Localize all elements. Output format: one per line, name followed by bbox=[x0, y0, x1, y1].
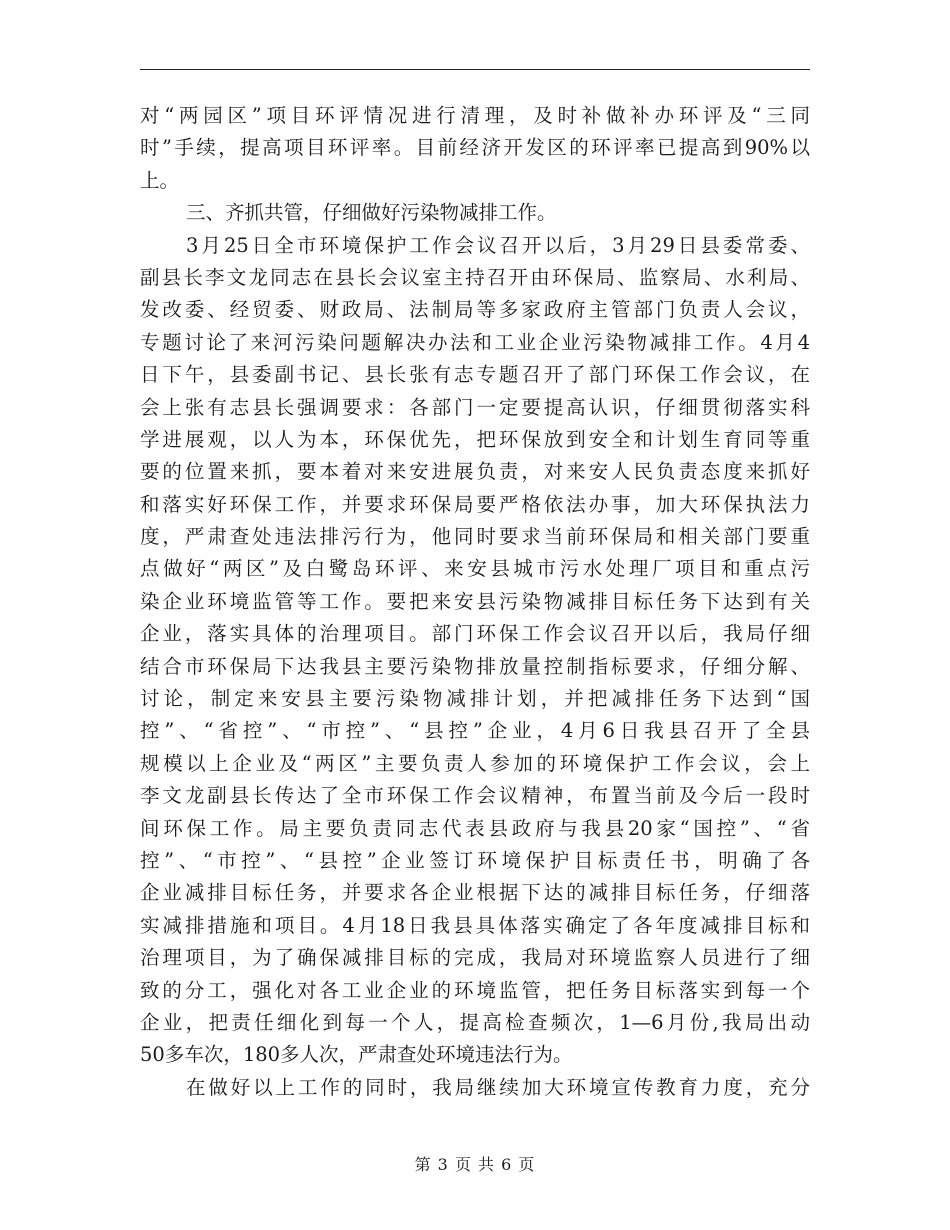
text-line: 发改委、经贸委、财政局、法制局等多家政府主管部门负责人会议， bbox=[140, 298, 810, 322]
page-number: 第 3 页 共 6 页 bbox=[414, 1155, 536, 1174]
text-line: 度，严肃查处违法排污行为，他同时要求当前环保局和相关部门要重 bbox=[140, 525, 810, 549]
text-line: 企业，把责任细化到每一个人，提高检查频次，1—6月份,我局出动 bbox=[140, 1010, 810, 1034]
text-line: 李文龙副县长传达了全市环保工作会议精神，布置当前及今后一段时 bbox=[140, 784, 810, 808]
text-line: 企业，落实具体的治理项目。部门环保工作会议召开以后，我局仔细 bbox=[140, 622, 810, 646]
text-line: 对“两园区”项目环评情况进行清理，及时补做补办环评及“三同 bbox=[140, 104, 810, 127]
text-line: 学进展观，以人为本，环保优先，把环保放到安全和计划生育同等重 bbox=[140, 427, 810, 451]
text-line: 专题讨论了来河污染问题解决办法和工业企业污染物减排工作。4月4 bbox=[140, 330, 810, 354]
text-line: 结合市环保局下达我县主要污染物排放量控制指标要求，仔细分解、 bbox=[140, 654, 810, 678]
text-line: 和落实好环保工作，并要求环保局要严格依法办事，加大环保执法力 bbox=[140, 492, 810, 516]
text-line: 控”、“市控”、“县控”企业签订环境保护目标责任书，明确了各 bbox=[140, 848, 810, 872]
text-line: 控”、“省控”、“市控”、“县控”企业，4月6日我县召开了全县 bbox=[140, 719, 810, 743]
page-footer bbox=[0, 1152, 950, 1175]
header-rule bbox=[140, 69, 810, 70]
text-line: 点做好“两区”及白鹭岛环评、来安县城市污水处理厂项目和重点污 bbox=[140, 557, 810, 581]
text-line: 3月25日全市环境保护工作会议召开以后，3月29日县委常委、 bbox=[186, 233, 810, 257]
text-line: 企业减排目标任务，并要求各企业根据下达的减排目标任务，仔细落 bbox=[140, 881, 810, 905]
text-line: 副县长李文龙同志在县长会议室主持召开由环保局、监察局、水利局、 bbox=[140, 265, 810, 289]
text-line: 染企业环境监管等工作。要把来安县污染物减排目标任务下达到有关 bbox=[140, 589, 810, 613]
text-line: 规模以上企业及“两区”主要负责人参加的环境保护工作会议，会上 bbox=[140, 751, 810, 775]
text-line: 上。 bbox=[140, 168, 180, 192]
text-line: 间环保工作。局主要负责同志代表县政府与我县20家“国控”、“省 bbox=[140, 816, 810, 840]
text-line: 在做好以上工作的同时，我局继续加大环境宣传教育力度，充分 bbox=[186, 1075, 810, 1099]
text-line: 致的分工，强化对各工业企业的环境监管，把任务目标落实到每一个 bbox=[140, 978, 810, 1002]
text-line: 日下午，县委副书记、县长张有志专题召开了部门环保工作会议，在 bbox=[140, 363, 810, 387]
text-line: 50多车次，180多人次，严肃查处环境违法行为。 bbox=[140, 1043, 573, 1067]
text-line: 要的位置来抓，要本着对来安进展负责，对来安人民负责态度来抓好 bbox=[140, 460, 810, 484]
text-line: 讨论，制定来安县主要污染物减排计划，并把减排任务下达到“国 bbox=[140, 687, 810, 711]
text-line: 三、齐抓共管，仔细做好污染物减排工作。 bbox=[186, 201, 557, 225]
body-text bbox=[140, 100, 810, 1104]
text-line: 时”手续，提高项目环评率。目前经济开发区的环评率已提高到90%以 bbox=[140, 136, 810, 160]
text-line: 治理项目，为了确保减排目标的完成，我局对环境监察人员进行了细 bbox=[140, 946, 810, 970]
text-line: 实减排措施和项目。4月18日我县具体落实确定了各年度减排目标和 bbox=[140, 913, 810, 937]
text-line: 会上张有志县长强调要求：各部门一定要提高认识，仔细贯彻落实科 bbox=[140, 395, 810, 419]
